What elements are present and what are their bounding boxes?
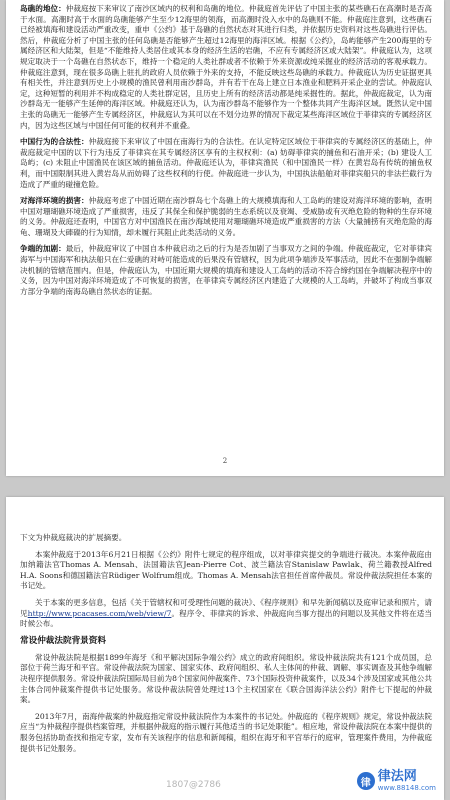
case-link[interactable]: http://www.pcacases.com/web/view/7 bbox=[27, 608, 172, 618]
page-number: 2 bbox=[222, 457, 228, 465]
paragraph-lead: 中国行为的合法性： bbox=[20, 137, 89, 147]
watermark-text bbox=[378, 770, 436, 792]
page-1-body bbox=[20, 4, 432, 303]
site-watermark bbox=[357, 770, 436, 792]
paragraph-text: 仲裁庭考虑了中国近期在南沙群岛七个岛礁上的大规模填海和人工岛屿的建设对海洋环境的影响，查明中国对珊瑚礁环境造成了严重损害，违反了其保全和保护脆弱的生态系统以及衰竭、受威胁或有灭绝危险的物种的生存环境的义务。仲裁庭还查明，中国官方对中国渔民在南沙海域使用对珊瑚礁环境造成严重损害的方法（大量捕捞有灭绝危险的海龟、珊瑚及大硨磲的行为知情，却未履行其阻止此类活动的义务。 bbox=[20, 196, 432, 237]
watermark-url: www.88148.com bbox=[377, 784, 436, 792]
law-logo-icon: 律 bbox=[357, 772, 375, 790]
document-page-1 bbox=[6, 0, 444, 476]
page-2-body bbox=[20, 533, 432, 760]
paragraph-text: 仲裁庭接下来审议了中国在南海行为的合法性。在认定特定区域位于菲律宾的专属经济区的基础上，仲裁庭裁定中国的以下行为违反了菲律宾在其专属经济区享有的主权权利：(a) 妨碍菲律宾的捕鱼和石油开采；(b) 建设人工岛屿；(c) 未阻止中国渔民在该区域的捕鱼活动。仲裁庭还认为，菲律宾渔民（和中国渔民一样）在黄岩岛有传统的捕鱼权利，而中国限制其进入黄岩岛从而妨碍了这些权利的行使。仲裁庭进一步认为，中国执法船舶对菲律宾船只的非法拦截行为造成了严重的碰撞危险。 bbox=[20, 137, 432, 189]
paragraph-marine-environment bbox=[20, 196, 432, 238]
intro-text: 下文为仲裁庭裁决的扩展摘要。 bbox=[20, 533, 127, 542]
paragraph-dispute-aggravation bbox=[20, 244, 432, 297]
watermark-name: 律法网 bbox=[377, 769, 417, 784]
paragraph-lead: 争端的加剧： bbox=[20, 244, 66, 254]
paragraph-china-conduct bbox=[20, 137, 432, 190]
paragraph-lead: 对海洋环境的损害： bbox=[20, 196, 89, 206]
document-page-2 bbox=[6, 497, 444, 800]
paragraph-lead: 岛礁的地位： bbox=[20, 4, 66, 13]
paragraph-island-status bbox=[20, 4, 432, 131]
paragraph-text: 最后，仲裁庭审议了中国自本仲裁启动之后的行为是否加剧了当事双方之间的争端。仲裁庭裁定，它对菲律宾海军与中国海军和执法船只在仁爱礁的对峙可能造成的后果没有管辖权，因为此项争端涉及军事活动，因此不在强制争端解决机制的管辖范围内。但是，仲裁庭认为，中国近期大规模的填海和建设人工岛屿的活动不符合缔约国在争端解决程序中的义务，因为中国对海洋环境造成了不可恢复的损害，在菲律宾专属经济区内建造了大规模的人工岛屿，并破坏了构成当事双方部分争端的南海岛礁自然状态的证据。 bbox=[20, 244, 432, 296]
paragraph-text: 仲裁庭按下来审议了南沙区域内的权利和岛礁的地位。仲裁庭首先评估了中国主张的某些礁石在高潮时是否高于水面。高潮时高于水面的岛礁能够产生至少12海里的领海，而高潮时没入水中的岛礁则不能。仲裁庭注意到，这些礁石已经被填海和建设活动严重改变，重申《公约》基于岛礁的自然状态对其进行归类，并依据历史资料对这些岛礁进行评估。然后，仲裁庭分析了中国主张的任何岛礁是否能够产生超过12海里的海洋区域。根据《公约》，岛屿能够产生200海里的专属经济区和大陆架，但是“不能维持人类居住或其本身的经济生活的岩礁，不应有专属经济区或大陆架”。仲裁庭认为，这项规定取决于一个岛礁在自然状态下，维持一个稳定的人类社群或者不依赖于外来资源或纯采掘业的经济活动的客观承载力。仲裁庭注意到，现在很多岛礁上驻扎的政府人员依赖于外来的支持，不能反映这些岛礁的承载力。仲裁庭认为历史证据更具有相关性，并注意到历史上小规模的渔民曾利用南沙群岛，并有若干在岛上建立日本渔业和肥料开采企业的尝试。仲裁庭认定，这种短暂的利用并不构成稳定的人类社群定居，且历史上所有的经济活动都是纯采掘性的。据此，仲裁庭裁定，认为南沙群岛无一能够产生延伸的海洋区域。仲裁庭还认为，认为南沙群岛不能够作为一个整体共同产生海洋区域。既然认定中国主张的岛礁无一能够产生专属经济区，仲裁庭认为其可以在不划分边界的情况下裁定某些海洋区域位于菲律宾的专属经济区内，因为这些区域与中国任何可能的权利并不重叠。 bbox=[20, 4, 432, 130]
paragraph-pca-background: 常设仲裁法院是根据1899年海牙《和平解决国际争端公约》成立的政府间组织。常设仲裁法院共有121个成员国，总部位于荷兰海牙和平宫。常设仲裁法院为国家、国家实体、政府间组织、私人主体间的仲裁、调解、事实调查及其他争端解决程序提供服务。常设仲裁法院国际局目前为8个国家间仲裁案件、73个国际投资仲裁案件，以及34个涉及国家或其他公共主体合同仲裁案件提供书记处服务。常设仲裁法院曾处理过13个主权国家在《联合国海洋法公约》附件七下提起的仲裁案。 bbox=[20, 652, 432, 705]
paragraph-registry-role: 2013年7月，南海仲裁案的仲裁庭指定常设仲裁法院作为本案件的书记处。仲裁庭的《程序规则》规定，常设仲裁法院应当“为仲裁程序提供档案管理，并根据仲裁庭的指示履行其他适当的书记处职能”。相应地，常设仲裁法院在本案中提供的服务包括协助查找和指定专家，发布有关该程序的信息和新闻稿，组织在海牙和平宫举行的庭审，管理案件费用，为仲裁庭提供书记处服务。 bbox=[20, 711, 432, 753]
watermark-mark: 1807@2786 bbox=[166, 780, 221, 790]
paragraph-more-info: 关于本案的更多信息，包括《关于管辖权和可受理性问题的裁决》、《程序规则》和早先新闻稿以及庭审记录和照片，请见http://www.pcacases.com/web/view/7。程序令、菲律宾的诉求、仲裁庭向当事方提出的问题以及其他文件将在适当时候公布。 bbox=[20, 597, 433, 629]
section-heading: 常设仲裁法院背景资料 bbox=[20, 635, 106, 646]
paragraph-tribunal-composition: 本案仲裁庭于2013年6月21日根据《公约》附件七规定的程序组成，以对菲律宾提交的争端进行裁决。本案仲裁庭由加纳籍法官Thomas A. Mensah、法国籍法官Jean-Pierre Cot、波兰籍法官Stanislaw Pawlak、荷兰籍教授Alfred H.A. Soons和德国籍法官Rüdiger Wolfrum组成。Thomas A. Mensah法官担任首席仲裁员。常设仲裁法院担任本案的书记处。 bbox=[20, 549, 432, 591]
